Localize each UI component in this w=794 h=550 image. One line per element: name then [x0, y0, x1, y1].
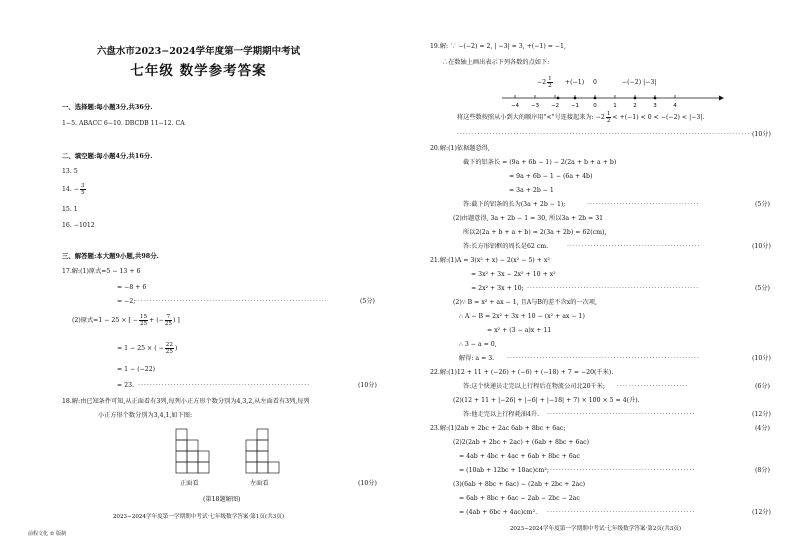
q20-line: 所以2(2a + b + a + b) = 2(3a + 2b) = 62(cm), — [463, 229, 607, 236]
section-solution-heading: 三、解答题:本大题9小题,共98分. — [62, 252, 159, 260]
q21-line: = 3x² + 3x − 2x² + 10 + x² — [471, 271, 556, 278]
q20-line: = 9a + 6b − 1 − (6a + 4b) — [509, 173, 593, 180]
point-label-zero: 0 — [593, 79, 597, 86]
number-line-tick-label: 3 — [653, 103, 657, 109]
score: (12分) — [752, 509, 771, 516]
front-view-label: 正面看 — [180, 480, 199, 487]
answer-subtitle: 七年级 数学参考答案 — [130, 63, 267, 79]
answer-13: 13. 5 — [62, 168, 78, 175]
q20-line: 截下的铝条长 = (9a + 6b − 1) − 2(2a + b + a + b) — [463, 159, 617, 166]
q20-line: 答:长方形铝框的周长是62 cm. — [463, 243, 549, 250]
score: (10分) — [752, 243, 771, 250]
dotted-leader: ··································································································· — [457, 131, 751, 138]
exam-title: 六盘水市2023−2024学年度第一学期期中考试 — [96, 46, 301, 57]
q22-line: (2)(12 + 11 + |−26| + |−6| + |−18| + 7) × 100 × 5 = 4(升). — [453, 397, 640, 404]
dotted-leader: ·················································· — [547, 411, 696, 418]
dotted-leader: ······································ — [587, 201, 700, 208]
score: (10分) — [752, 131, 771, 138]
dotted-leader: ·················································· — [547, 509, 696, 516]
number-line-tick-label: 2 — [633, 103, 637, 109]
dotted-leader: ································································· — [135, 298, 328, 305]
page-footer: 2023−2024学年度第一学期期中考试·七年级数学答案·第2页(共3页) — [509, 526, 682, 532]
number-line-tick-label: −4 — [510, 103, 520, 109]
page-footer: 2023−2024学年度第一学期期中考试·七年级数学答案·第1页(共3页) — [112, 514, 285, 520]
point-label-neg-2-half: −2 $\frac{1}{2}$ — [537, 76, 552, 89]
fraction: $\frac{3}{5}$ — [81, 183, 85, 196]
dotted-leader: ·················································· — [547, 467, 696, 474]
answer-15: 15. 1 — [62, 206, 78, 213]
q18-views-figure — [150, 425, 310, 495]
q22-line: 答:他走完以上行程耗油4升. — [463, 411, 540, 418]
q23-line: = 4ab + 4bc + 4ac + 6ab + 8bc + 6ac — [459, 453, 580, 460]
publisher-mark: 前程文化 © 版制 — [28, 531, 67, 537]
q21-line: ∴ 3 − a = 0, — [459, 341, 497, 348]
score: (12分) — [752, 411, 771, 418]
q17-line: (2)原式=1 − 25 × [ − $\frac{15}{25}$ + (− $\frac{7}{25}$ ) ] — [72, 314, 180, 327]
number-line-tick-label: 1 — [613, 103, 617, 109]
choice-answers: 1−5. ABACC 6−10. DBCDB 11−12. CA — [62, 120, 185, 127]
score: (10分) — [358, 480, 377, 487]
point-label-2-3: −(−2) |−3| — [622, 79, 657, 86]
q17-line: = 1 − 25 × ( − $\frac{22}{25}$ ) — [117, 342, 178, 355]
score: (6分) — [755, 383, 770, 390]
q17-line: 17.解:(1)原式=5 − 13 + 6 — [62, 268, 141, 275]
q23-line: = 6ab + 8bc + 6ac − 2ab − 2bc − 2ac — [459, 495, 580, 502]
section-choice-heading: 一、选择题:每小题3分,共36分. — [62, 103, 153, 111]
q23-line: = (10ab + 12bc + 10ac)cm²; — [459, 467, 549, 474]
answer-page-2 — [397, 0, 794, 550]
dotted-leader: ························ — [617, 383, 689, 390]
score: (5分) — [360, 298, 375, 305]
q21-line: 解得: a = 3. — [459, 355, 495, 362]
score: (4分) — [755, 425, 770, 432]
q21-line: ∴ A − B = 2x² + 3x + 10 − (x² + ax − 1) — [459, 313, 585, 320]
q19-line: 19.解: ∵ −(−2) = 2, | −3| = 3, +(−1) = −1, — [430, 43, 566, 50]
q21-line: 21.解:(1)A = 3(x² + x) − 2(x² − 5) + x² — [430, 257, 550, 264]
q23-line: = (4ab + 6bc + 4ac)cm². — [459, 509, 538, 516]
number-line-tick-label: −2 — [550, 103, 560, 109]
figure-caption: (第18题解图) — [203, 496, 241, 503]
q19-line: ∴在数轴上画出表示下列各数的点如下: — [442, 59, 550, 66]
section-fill-heading: 二、填空题:每小题4分,共16分. — [62, 152, 153, 160]
dotted-leader: ·························································· — [527, 285, 700, 292]
dotted-leader: ·························································· — [138, 382, 311, 389]
point-label-neg-1: +(−1) — [565, 79, 585, 86]
answer-16: 16. −1012 — [62, 222, 95, 229]
q23-line: (2)2(2ab + 2bc + 2ac) + (6ab + 8bc + 6ac) — [453, 439, 590, 446]
score: (10分) — [752, 355, 771, 362]
q21-line: = x² + (3 − a)x + 11 — [487, 327, 552, 334]
q22-line: 22.解:(1)12 + 11 + (−26) + (−6) + (−18) + 7 = −20(千米). — [430, 369, 614, 376]
score: (10分) — [358, 382, 377, 389]
left-view-label: 左面看 — [250, 480, 269, 487]
q17-line: = −8 + 6 — [117, 284, 147, 291]
number-line-tick-label: 4 — [673, 103, 677, 109]
q22-line: 答:这个快递员走完以上行程后在物流公司北20千米; — [463, 383, 605, 390]
q20-line: 答:截下的铝条的长为(3a + 2b − 1); — [463, 201, 566, 208]
q17-line: = −2; — [117, 298, 136, 305]
number-line-tick-label: −3 — [530, 103, 540, 109]
number-line-tick-label: −1 — [570, 103, 580, 109]
q21-line: = 2x² + 3x + 10; — [471, 285, 524, 292]
q17-line: = 23. — [117, 382, 134, 389]
q20-line: (2)由题意得, 3a + 2b − 1 = 30, 所以3a + 2b = 31 — [453, 215, 604, 222]
q18-line: 小正方形个数分别为3,4,1,如下图: — [98, 412, 193, 419]
number-line — [497, 70, 727, 110]
dotted-leader: ············································· — [567, 243, 701, 250]
dotted-leader: ································································· — [507, 355, 700, 362]
answer-14: 14. − $\frac{3}{5}$ — [62, 183, 85, 196]
q20-line: 20.解:(1)依据题意得, — [430, 145, 490, 152]
q21-line: (2)∵ B = x² + ax − 1, 且A与B的差不含x的一次项, — [453, 299, 597, 306]
q23-line: (3)(6ab + 8bc + 6ac) − (2ab + 2bc + 2ac) — [453, 481, 586, 488]
q17-line: = 1 − (−22) — [117, 366, 156, 373]
q19-line: 将这些数按照从小到大的顺序用"<"号连接起来为: −2 $\frac{1}{2}$ < +(−1) < 0 < −(−2) < |−3|. — [457, 111, 705, 124]
number-line-tick-label: 0 — [593, 103, 597, 109]
q20-line: = 3a + 2b − 1 — [509, 187, 554, 194]
score: (5分) — [755, 285, 770, 292]
q18-line: 18.解:由已知条件可知,从正面看有3列,每列小正方形个数分别为4,3,2,从左面看有3列,每列 — [62, 398, 310, 405]
score: (8分) — [755, 467, 770, 474]
score: (5分) — [755, 201, 770, 208]
q23-line: 23.解:(1)2ab + 2bc + 2ac 6ab + 8bc + 6ac; — [430, 425, 566, 432]
